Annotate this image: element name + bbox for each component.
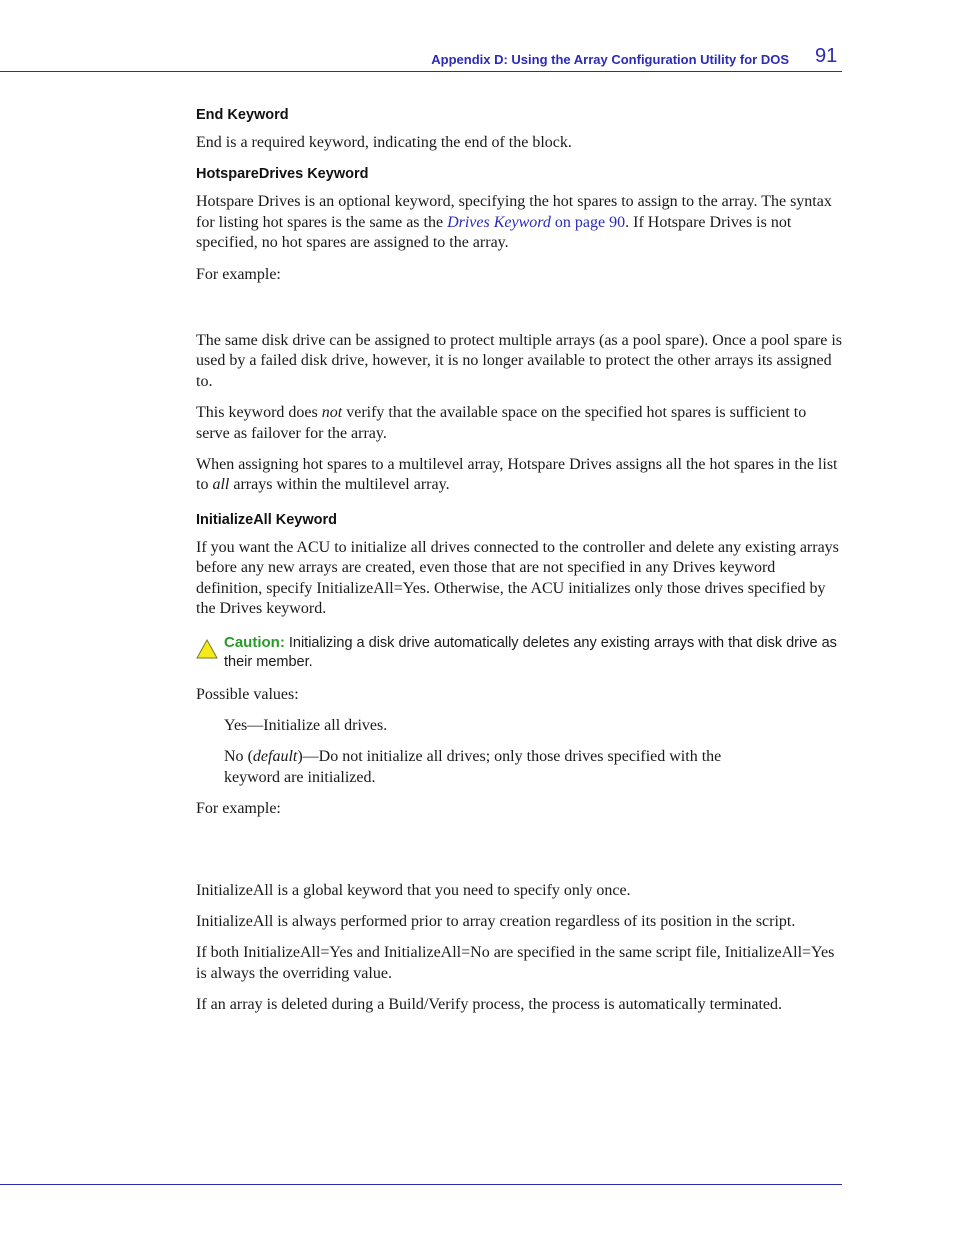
page-number: 91	[815, 45, 838, 67]
initializeall-para2: InitializeAll is a global keyword that you need to specify only once.	[196, 881, 631, 899]
initializeall-para1: If you want the ACU to initialize all drives connected to the controller and delete any existing arrays before any new arrays are created, even those that are not specified in any Drives keyword definition, specify InitializeAll=Yes. Otherwise, the ACU initializes only those drives specified by the Drives keyword.	[196, 538, 839, 618]
value-no-label: No	[224, 748, 244, 766]
footer-rule	[0, 1184, 842, 1185]
value-yes	[196, 716, 842, 736]
hotspare-para1	[196, 192, 842, 253]
hotspare-para4-b: arrays within the multilevel array.	[229, 476, 450, 494]
hotspare-para3	[196, 403, 842, 444]
hotspare-para3-b: verify that the available space on the specified hot spares is sufficient to serve as failover for the array.	[196, 404, 807, 442]
value-no-paren: (	[243, 748, 253, 766]
running-head: Appendix D: Using the Array Configuration Utility for DOS	[431, 52, 789, 67]
hotspare-para2: The same disk drive can be assigned to protect multiple arrays (as a pool spare). Once a pool spare is used by a failed disk drive, however, it is no longer available to protect the other arrays its assigned to.	[196, 332, 843, 390]
initializeall-para4: If both InitializeAll=Yes and InitializeAll=No are specified in the same script file, InitializeAll=Yes is always the overriding value.	[196, 944, 835, 982]
initializeall-para3: InitializeAll is always performed prior to array creation regardless of its position in the script.	[196, 912, 796, 930]
page-body	[196, 105, 842, 1027]
drives-keyword-link[interactable]	[447, 214, 625, 231]
drives-keyword-link-italic[interactable]: Drives Keyword	[447, 213, 551, 231]
hotspare-para4	[196, 455, 842, 496]
warning-triangle-icon	[196, 639, 218, 659]
hotspare-para3-a: This keyword does	[196, 404, 322, 422]
drives-keyword-link-page[interactable]: on page 90	[550, 213, 626, 231]
value-no-text: )—Do not initialize all drives; only those drives specified with the keyword are initialized.	[224, 748, 722, 786]
example-code-space	[196, 296, 842, 331]
possible-values-label: Possible values:	[196, 685, 299, 703]
hotspare-para1-a: Hotspare Drives is an optional keyword, specifying the hot spares to assign to the array. The syntax for listing hot spares is the same as the	[196, 193, 832, 231]
end-keyword-heading: End Keyword	[196, 107, 289, 123]
caution-text: Initializing a disk drive automatically deletes any existing arrays with that disk drive as their member.	[224, 634, 837, 670]
hotspare-para4-a: When assigning hot spares to a multilevel array, Hotspare Drives assigns all the hot spares in the list to	[196, 456, 838, 494]
caution-lead: Caution:	[224, 633, 285, 651]
end-keyword-para: End is a required keyword, indicating the end of the block.	[196, 134, 572, 151]
value-yes-text: —Initialize all drives.	[247, 716, 388, 734]
value-no-default: default	[252, 748, 298, 766]
initializeall-for-example: For example:	[196, 800, 281, 818]
example-code-space-2	[196, 831, 842, 881]
header-rule	[0, 71, 842, 72]
hotspare-para1-b: . If Hotspare Drives is not specified, no hot spares are assigned to the array.	[196, 213, 792, 252]
hotspare-para3-em: not	[321, 404, 343, 422]
hotsparedrives-heading: HotspareDrives Keyword	[196, 166, 369, 183]
value-yes-label: Yes	[224, 716, 248, 734]
initializeall-para5: If an array is deleted during a Build/Verify process, the process is automatically terminated.	[196, 996, 783, 1014]
hotspare-for-example: For example:	[196, 265, 281, 283]
caution-note	[196, 633, 842, 672]
initializeall-heading: InitializeAll Keyword	[196, 511, 337, 528]
value-no	[196, 747, 842, 788]
hotspare-para4-em: all	[212, 476, 230, 494]
